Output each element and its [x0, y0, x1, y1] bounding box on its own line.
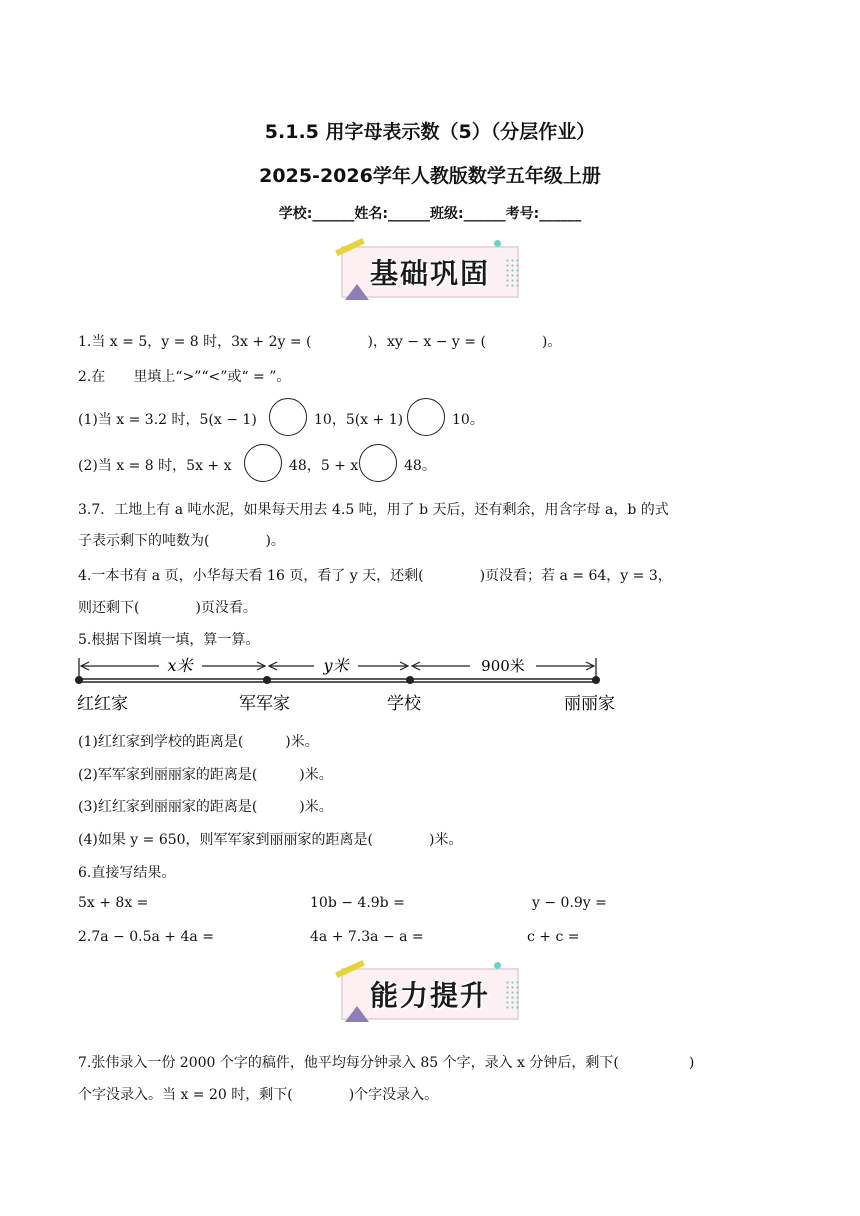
- question-5-3: (3)红红家到丽丽家的距离是( )米。: [78, 799, 333, 815]
- answer-circle[interactable]: [244, 444, 282, 482]
- calc-item: 5x + 8x =: [78, 895, 149, 911]
- place-label-school: 学校: [387, 694, 421, 714]
- question-2: 2.在 里填上“>”“<”或“ = ”。: [78, 369, 291, 385]
- segment-label-x: x米: [167, 656, 193, 675]
- question-2-1-part-b: 10，5(x + 1): [314, 412, 404, 428]
- calc-item: 10b − 4.9b =: [310, 895, 405, 911]
- segment-label-900: 900米: [481, 657, 525, 675]
- point-junjun: [263, 676, 271, 684]
- page-title: 5.1.5 用字母表示数（5）（分层作业）: [264, 121, 596, 143]
- question-5-1: (1)红红家到学校的距离是( )米。: [78, 734, 319, 750]
- calc-item: y − 0.9y =: [532, 895, 607, 911]
- question-6: 6.直接写结果。: [78, 865, 176, 881]
- segment-label-y: y米: [323, 656, 349, 675]
- place-label-lili: 丽丽家: [564, 694, 615, 714]
- question-2-1-part-c: 10。: [452, 412, 484, 428]
- place-label-junjun: 军军家: [239, 694, 290, 714]
- answer-circle[interactable]: [407, 398, 445, 436]
- student-info-line: 学校:______姓名:______班级:______考号:______: [278, 206, 582, 222]
- distance-diagram: [74, 650, 634, 720]
- answer-circle[interactable]: [359, 444, 397, 482]
- question-7-line-1: 7.张伟录入一份 2000 个字的稿件，他平均每分钟录入 85 个字，录入 x 分钟后，剩下( ): [78, 1055, 695, 1071]
- question-5: 5.根据下图填一填，算一算。: [78, 632, 260, 648]
- question-5-4: (4)如果 y = 650，则军军家到丽丽家的距离是( )米。: [78, 832, 463, 848]
- calc-item: c + c =: [527, 929, 580, 945]
- point-honghong: [75, 676, 83, 684]
- question-1: 1.当 x = 5，y = 8 时，3x + 2y = ( )，xy − x − y = ( )。: [78, 334, 562, 350]
- question-5-2: (2)军军家到丽丽家的距离是( )米。: [78, 767, 333, 783]
- question-3-line-1: 3.7．工地上有 a 吨水泥，如果每天用去 4.5 吨，用了 b 天后，还有剩余，用含字母 a，b 的式: [78, 502, 669, 518]
- point-school: [406, 676, 414, 684]
- question-2-1-part-a: (1)当 x = 3.2 时，5(x − 1): [78, 412, 257, 428]
- question-3-line-2: 子表示剩下的吨数为( )。: [78, 533, 285, 549]
- calc-item: 2.7a − 0.5a + 4a =: [78, 929, 214, 945]
- section-banner-basic: [335, 240, 525, 304]
- question-2-2-part-b: 48，5 + x: [289, 458, 359, 474]
- section-title-advanced: 能力提升: [369, 979, 490, 1012]
- page-subtitle: 2025-2026学年人教版数学五年级上册: [259, 165, 601, 187]
- point-lili: [592, 676, 600, 684]
- question-4-line-2: 则还剩下( )页没看。: [78, 600, 257, 616]
- question-2-2-part-c: 48。: [404, 458, 436, 474]
- section-title-basic: 基础巩固: [369, 257, 490, 290]
- question-4-line-1: 4.一本书有 a 页，小华每天看 16 页，看了 y 天，还剩( )页没看；若 a = 64，y = 3，: [78, 568, 672, 584]
- question-7-line-2: 个字没录入。当 x = 20 时，剩下( )个字没录入。: [78, 1087, 439, 1103]
- section-banner-advanced: [335, 962, 525, 1026]
- place-label-honghong: 红红家: [77, 694, 128, 714]
- answer-circle[interactable]: [269, 398, 307, 436]
- question-2-2-part-a: (2)当 x = 8 时，5x + x: [78, 458, 232, 474]
- calc-item: 4a + 7.3a − a =: [310, 929, 424, 945]
